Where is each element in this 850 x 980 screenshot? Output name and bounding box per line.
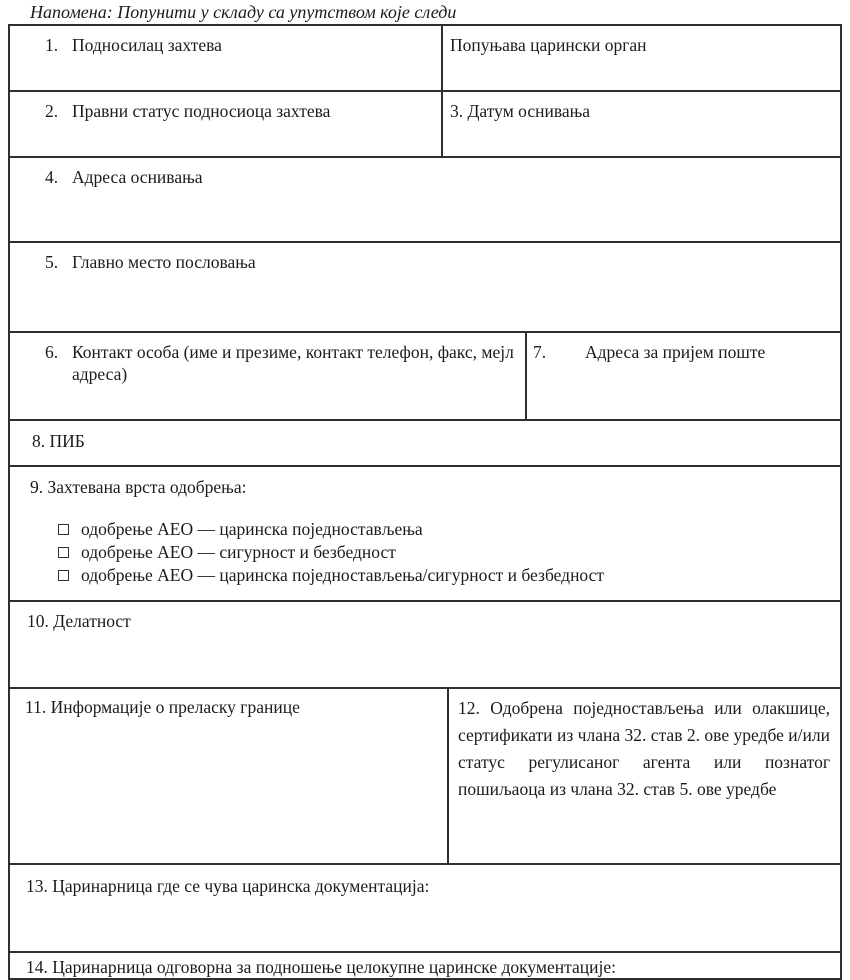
field-4-founding-address-cell bbox=[10, 158, 840, 241]
field-3-label: 3. Датум оснивања bbox=[450, 101, 591, 121]
option-aeo-combined bbox=[58, 563, 832, 586]
field-14-label: 14. Царинарница одговорна за подношење целокупне царинске документације: bbox=[26, 957, 616, 977]
field-2-label: Правни статус подносиоца захтева bbox=[72, 101, 331, 121]
field-5-label: Главно место пословања bbox=[72, 252, 256, 272]
field-13-customs-office-cell bbox=[10, 865, 840, 951]
field-2-legal-status-cell bbox=[10, 92, 443, 156]
row-business-activity bbox=[10, 602, 840, 689]
field-8-label: 8. ПИБ bbox=[32, 431, 85, 451]
field-12-granted-simplifications-cell bbox=[449, 689, 840, 863]
option-label: одобрење АЕО — царинска поједностављења/сигурност и безбедност bbox=[81, 564, 605, 585]
field-9-authorisation-type-cell bbox=[10, 467, 840, 600]
checkbox-icon[interactable] bbox=[58, 570, 69, 581]
field-4-label: Адреса оснивања bbox=[72, 167, 203, 187]
field-5-main-place-cell bbox=[10, 243, 840, 331]
customs-authority-use-cell bbox=[443, 26, 840, 90]
field-14-customs-office-cell bbox=[10, 953, 840, 978]
customs-authority-use-label: Попуњава царински орган bbox=[450, 35, 647, 55]
checkbox-icon[interactable] bbox=[58, 547, 69, 558]
option-label: одобрење АЕО — царинска поједностављења bbox=[81, 518, 423, 539]
aeo-application-form-table bbox=[8, 24, 842, 980]
field-10-label: 10. Делатност bbox=[27, 611, 131, 631]
row-contact-person-mail-address bbox=[10, 333, 840, 421]
checkbox-icon[interactable] bbox=[58, 524, 69, 535]
row-main-place-of-business bbox=[10, 243, 840, 333]
form-instruction-note: Напомена: Попунити у складу са упутством које следи bbox=[30, 2, 457, 22]
row-border-crossing-and-granted-simplifications bbox=[10, 689, 840, 865]
field-10-activity-cell bbox=[10, 602, 840, 687]
field-1-label: Подносилац захтева bbox=[72, 35, 222, 55]
field-11-label: 11. Информације о преласку границе bbox=[25, 697, 300, 717]
row-requested-authorisation-type bbox=[10, 467, 840, 602]
field-7-mail-address-cell bbox=[527, 333, 840, 419]
option-aeo-customs-simplifications bbox=[58, 517, 832, 540]
field-9-label: 9. Захтевана врста одобрења: bbox=[30, 477, 247, 497]
field-6-contact-person-cell bbox=[10, 333, 527, 419]
option-label: одобрење АЕО — сигурност и безбедност bbox=[81, 541, 396, 562]
row-tax-id bbox=[10, 421, 840, 467]
authorisation-options-list bbox=[30, 517, 832, 586]
field-5-number: 5. bbox=[45, 252, 59, 272]
row-customs-office-keeping-documentation bbox=[10, 865, 840, 953]
row-applicant bbox=[10, 26, 840, 92]
field-2-number: 2. bbox=[45, 101, 59, 121]
field-6-label: Контакт особа (име и презиме, контакт телефон, факс, мејл адреса) bbox=[72, 342, 514, 384]
row-customs-office-responsible-submission bbox=[10, 953, 840, 978]
field-7-number: 7. bbox=[533, 342, 547, 362]
field-6-number: 6. bbox=[45, 342, 59, 362]
field-1-applicant-cell bbox=[10, 26, 443, 90]
row-legal-status-founding-date bbox=[10, 92, 840, 158]
field-13-label: 13. Царинарница где се чува царинска документација: bbox=[26, 876, 430, 896]
field-4-number: 4. bbox=[45, 167, 59, 187]
field-11-border-crossing-cell bbox=[10, 689, 449, 863]
field-7-label: Адреса за пријем поште bbox=[585, 342, 766, 362]
field-3-founding-date-cell bbox=[443, 92, 840, 156]
row-founding-address bbox=[10, 158, 840, 243]
field-8-tax-id-cell bbox=[10, 421, 840, 465]
field-1-number: 1. bbox=[45, 35, 59, 55]
field-12-label: 12. Одобрена поједностављења или олакшице, сертификати из члана 32. став 2. ове уредбе и/или статус регулисаног агента или познатог пошиљаоца из члана 32. став 5. ове уредбе bbox=[458, 698, 830, 799]
option-aeo-security-safety bbox=[58, 540, 832, 563]
